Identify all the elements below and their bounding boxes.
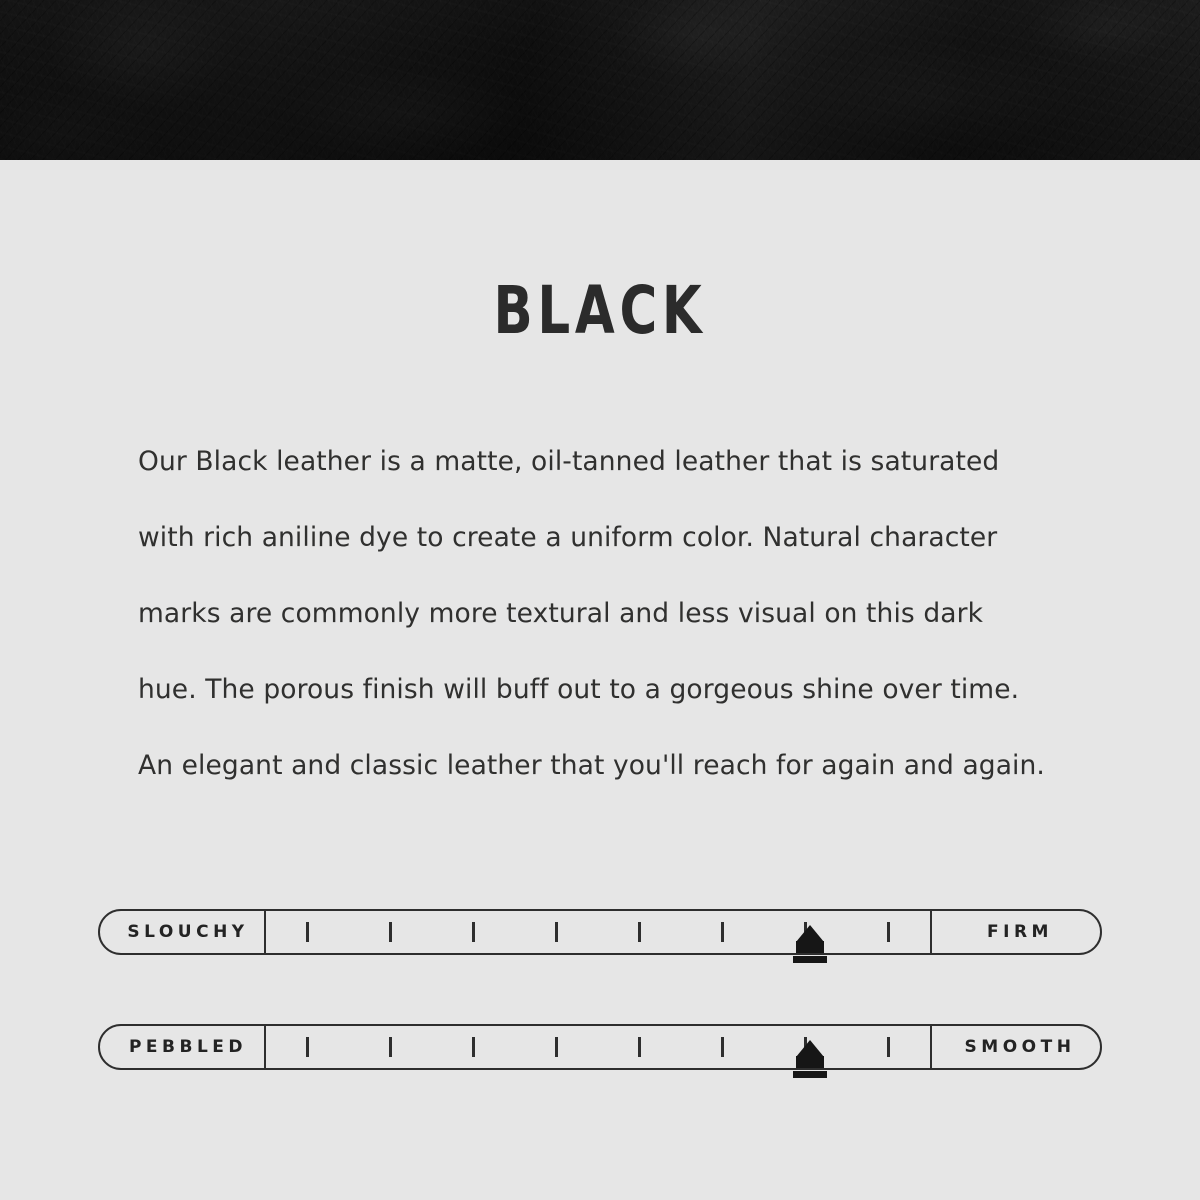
description-line-1: Our Black leather is a matte, oil-tanned leather that is saturated: [138, 446, 1000, 477]
marker-head-icon: [796, 925, 824, 942]
description-line-2: with rich aniline dye to create a uniform color. Natural character: [138, 522, 998, 553]
tick-mark: [472, 922, 475, 942]
tick-mark: [638, 1037, 641, 1057]
tick-mark: [389, 1037, 392, 1057]
tick-mark: [721, 1037, 724, 1057]
tick-mark: [306, 922, 309, 942]
marker-body-icon: [796, 941, 824, 953]
tick-mark: [721, 922, 724, 942]
scale-stiffness-left-label: SLOUCHY: [98, 909, 266, 955]
leather-grain-layer-a: [0, 0, 1200, 160]
tick-mark: [306, 1037, 309, 1057]
scale-texture[interactable]: [98, 1024, 1102, 1070]
description-line-3: marks are commonly more textural and less visual on this dark: [138, 598, 984, 629]
tick-mark: [887, 1037, 890, 1057]
tick-mark: [887, 922, 890, 942]
tick-mark: [472, 1037, 475, 1057]
page-title: BLACK: [493, 272, 707, 349]
leather-grain-layer-b: [0, 0, 1200, 160]
description-line-5: An elegant and classic leather that you'll reach for again and again.: [138, 750, 1045, 781]
leather-texture-banner: [0, 0, 1200, 160]
marker-body-icon: [796, 1056, 824, 1068]
scale-texture-left-label: PEBBLED: [98, 1024, 266, 1070]
scale-texture-marker[interactable]: [790, 1040, 830, 1086]
description-text: [138, 424, 1072, 804]
scale-stiffness-right-label: FIRM: [930, 909, 1102, 955]
tick-mark: [555, 1037, 558, 1057]
marker-foot-icon: [793, 1071, 827, 1078]
marker-foot-icon: [793, 956, 827, 963]
marker-head-icon: [796, 1040, 824, 1057]
tick-mark: [389, 922, 392, 942]
tick-mark: [638, 922, 641, 942]
description-line-4: hue. The porous finish will buff out to a gorgeous shine over time.: [138, 674, 1020, 705]
tick-mark: [555, 922, 558, 942]
scale-stiffness[interactable]: [98, 909, 1102, 955]
scale-stiffness-marker[interactable]: [790, 925, 830, 971]
leather-shading-layer: [0, 0, 1200, 160]
scale-texture-right-label: SMOOTH: [930, 1024, 1102, 1070]
